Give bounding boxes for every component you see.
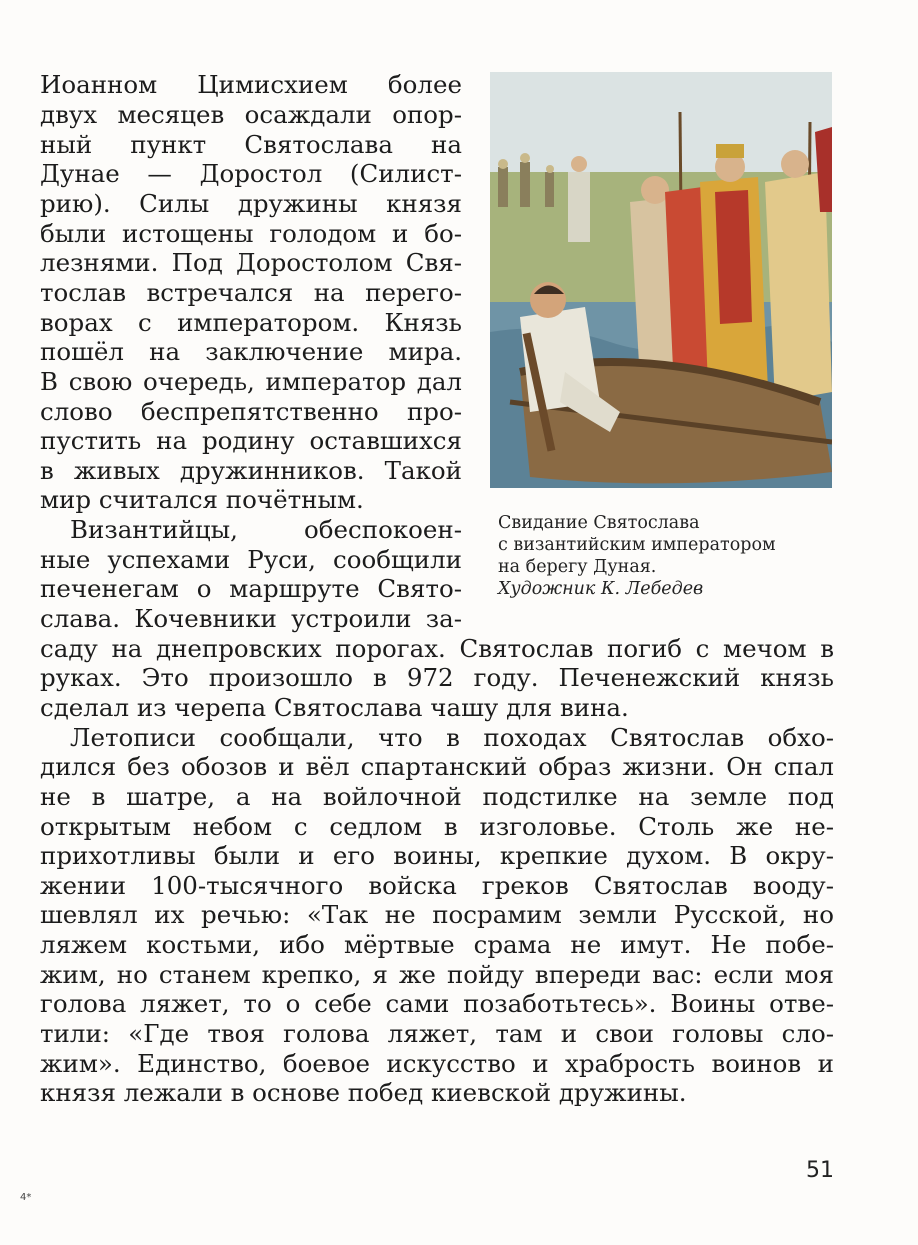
text-line: князя лежали в основе побед киевской дружины. <box>40 1078 687 1107</box>
text-line: руках. Это произошло в 972 году. Печенежский князь <box>40 663 834 692</box>
text-line: ные успехами Руси, сообщили <box>40 545 462 574</box>
text-line: не в шатре, а на войлочной подстилке на земле под <box>40 782 834 811</box>
text-line: пустить на родину оставшихся <box>40 426 462 455</box>
text-line: печенегам о маршруте Свято- <box>40 574 462 603</box>
text-line: Иоанном Цимисхием более <box>40 70 462 99</box>
text-line: ворах с императором. Князь <box>40 308 462 337</box>
text-line: в живых дружинников. Такой <box>40 456 462 485</box>
text-line: жении 100-тысячного войска греков Святослав вооду- <box>40 871 834 900</box>
text-line: саду на днепровских порогах. Святослав погиб с мечом в <box>40 634 834 663</box>
text-line: тослав встречался на перего- <box>40 278 462 307</box>
text-line: лезнями. Под Доростолом Свя- <box>40 248 462 277</box>
text-line: мир считался почётным. <box>40 485 364 514</box>
page-number: 51 <box>806 1158 834 1183</box>
text-line: сделал из черепа Святослава чашу для вина. <box>40 693 629 722</box>
text-line: В свою очередь, император дал <box>40 367 462 396</box>
text-line: прихотливы были и его воины, крепкие духом. В окру- <box>40 841 834 870</box>
caption-line: на берегу Дуная. <box>498 557 657 577</box>
text-line: открытым небом с седлом в изголовье. Столь же не- <box>40 812 834 841</box>
text-line: пошёл на заключение мира. <box>40 337 462 366</box>
illustration-painting <box>490 72 832 488</box>
text-line: слово беспрепятственно про- <box>40 397 462 426</box>
text-line: двух месяцев осаждали опор- <box>40 100 462 129</box>
text-line: были истощены голодом и бо- <box>40 219 462 248</box>
text-line: рию). Силы дружины князя <box>40 189 462 218</box>
text-line: тили: «Где твоя голова ляжет, там и свои головы сло- <box>40 1019 834 1048</box>
caption-line: Свидание Святослава <box>498 513 700 533</box>
text-line: жим, но станем крепко, я же пойду впереди вас: если моя <box>40 960 834 989</box>
sheet-mark: 4* <box>20 1192 32 1203</box>
illustration-caption <box>498 512 838 600</box>
text-line: дился без обозов и вёл спартанский образ жизни. Он спал <box>40 752 834 781</box>
text-line: ный пункт Святослава на <box>40 130 462 159</box>
text-line: шевлял их речью: «Так не посрамим земли Русской, но <box>40 900 834 929</box>
text-line: жим». Единство, боевое искусство и храбрость воинов и <box>40 1049 834 1078</box>
text-line: Дунае — Доростол (Силист- <box>40 159 462 188</box>
caption-line: с византийским императором <box>498 535 776 555</box>
text-line: ляжем костьми, ибо мёртвые срама не имут. Не побе- <box>40 930 834 959</box>
text-line: голова ляжет, то о себе сами позаботьтесь». Воины отве- <box>40 989 834 1018</box>
text-line: слава. Кочевники устроили за- <box>40 604 462 633</box>
text-line: Византийцы, обеспокоен- <box>70 515 462 544</box>
caption-artist: Художник К. Лебедев <box>498 579 704 599</box>
text-line: Летописи сообщали, что в походах Святослав обхо- <box>70 723 834 752</box>
